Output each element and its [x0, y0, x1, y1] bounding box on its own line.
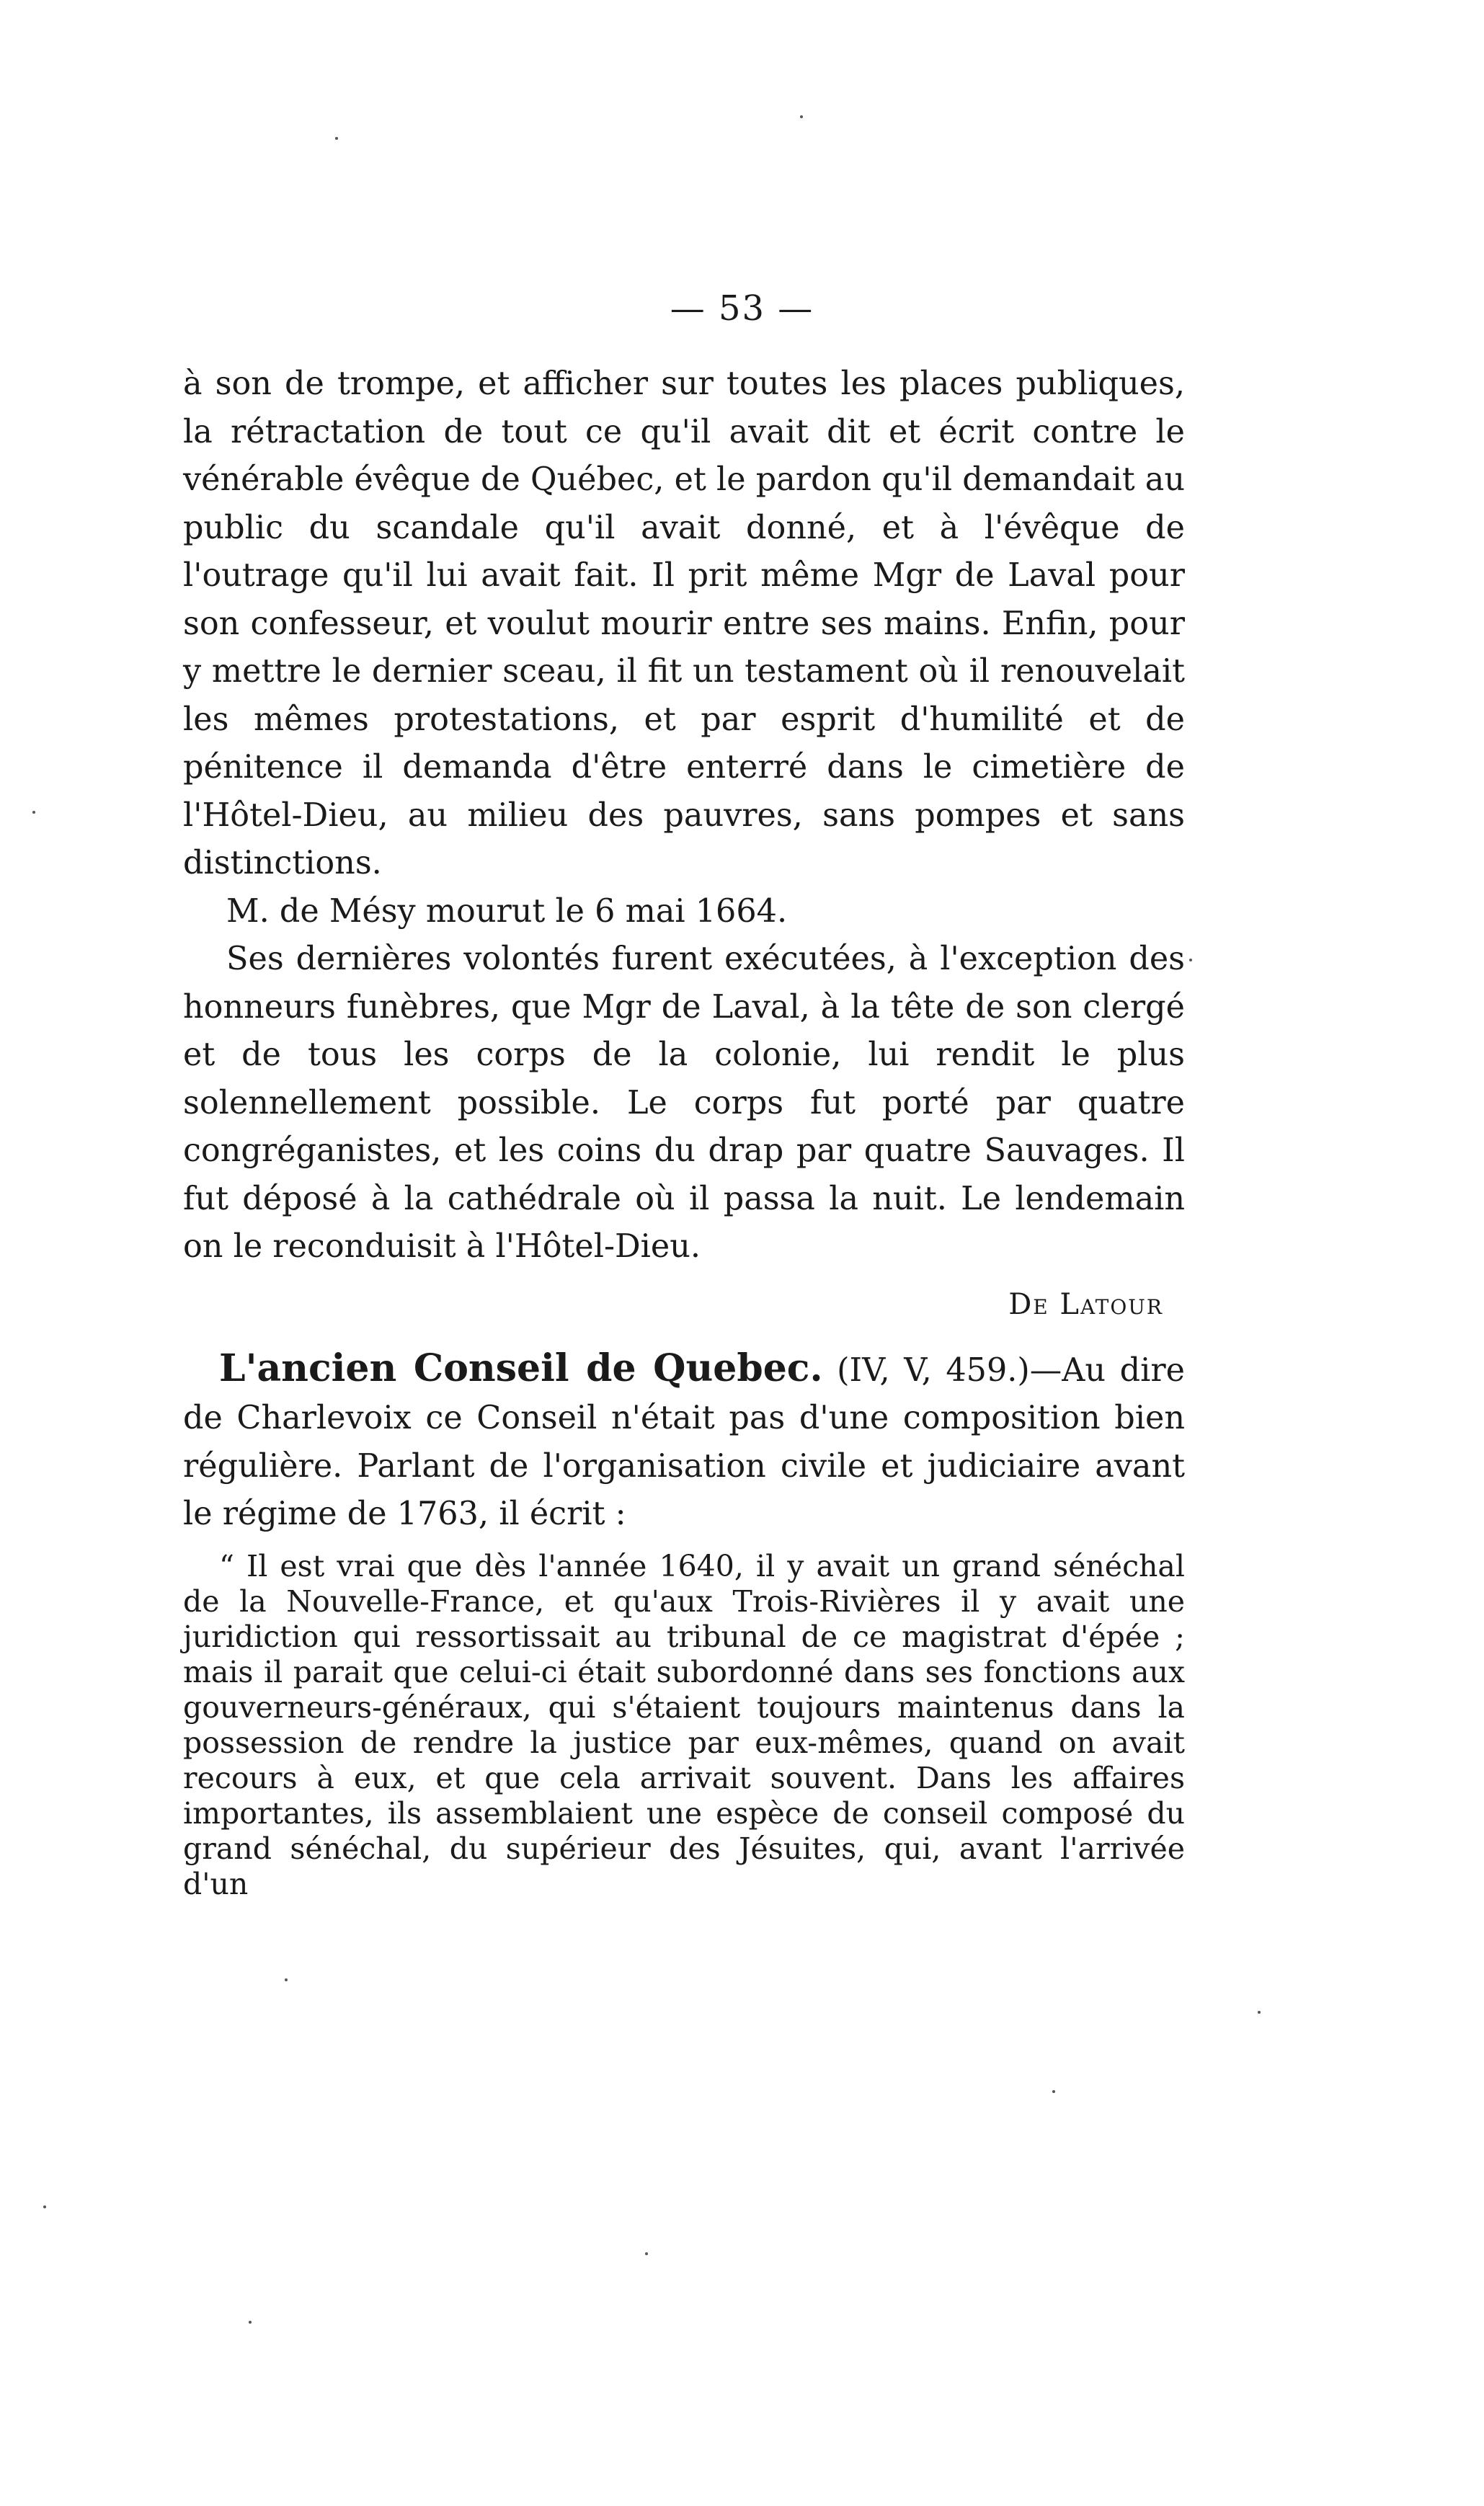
text-column — [183, 360, 1185, 1902]
scan-speck — [1052, 2090, 1055, 2093]
quotation-block: “ Il est vrai que dès l'année 1640, il y avait un grand sénéchal de la Nouvelle-France, et qu'aux Trois-Rivières il y avait une juridiction qui ressortissait au tribunal de ce magistrat d'épée ; mais il parait que celui-ci était subordonné dans ses fonctions aux gouverneurs-généraux, qui s'étaient toujours maintenus dans la possession de rendre la justice par eux-mêmes, quand on avait recours à eux, et que cela arrivait souvent. Dans les affaires importantes, ils assemblaient une espèce de conseil composé du grand sénéchal, du supérieur des Jésuites, qui, avant l'arrivée d'un — [183, 1548, 1185, 1901]
page-number: — 53 — — [670, 288, 814, 329]
section-title: L'ancien Conseil de Quebec. — [219, 1346, 823, 1390]
paragraph-death-date: M. de Mésy mourut le 6 mai 1664. — [226, 892, 788, 930]
scan-speck — [1258, 2011, 1261, 2014]
scan-speck — [1189, 959, 1192, 961]
scan-speck — [43, 2205, 46, 2208]
scan-speck — [800, 115, 803, 118]
paragraph-retraction: à son de trompe, et afficher sur toutes les places publiques, la rétractation de tout ce qu'il avait dit et écrit contre le vénérable évêque de Québec, et le pardon qu'il demandait au public du scandale qu'il avait donné, et à l'évêque de l'outrage qu'il lui avait fait. Il prit même Mgr de Laval pour son confesseur, et voulut mourir entre ses mains. Enfin, pour y mettre le dernier sceau, il fit un testament où il renouvelait les mêmes protestations, et par esprit d'humilité et de pénitence il demanda d'être enterré dans le cimetière de l'Hôtel-Dieu, au milieu des pauvres, sans pompes et sans distinctions. — [183, 365, 1185, 881]
scan-speck — [285, 1978, 288, 1981]
paragraph-funeral: Ses dernières volontés furent exécutées, à l'exception des honneurs funèbres, que Mgr de Laval, à la tête de son clergé et de tous les corps de la colonie, lui rendit le plus solennellement possible. Le corps fut porté par quatre congréganistes, et les coins du drap par quatre Sauvages. Il fut déposé à la cathédrale où il passa la nuit. Le lendemain on le reconduisit à l'Hôtel-Dieu. — [183, 941, 1185, 1265]
scan-speck — [335, 137, 338, 140]
scan-speck — [645, 2252, 648, 2255]
author-signature: De Latour — [1008, 1287, 1163, 1321]
scan-speck — [249, 2321, 252, 2324]
scan-speck — [32, 811, 35, 814]
section-intro-text: (IV, V, 459.)—Au dire de Charlevoix ce Conseil n'était pas d'une composition bien régulière. Parlant de l'organisation civile et judiciaire avant le régime de 1763, il écrit : — [183, 1351, 1186, 1532]
section-paragraph — [183, 1345, 1185, 1539]
